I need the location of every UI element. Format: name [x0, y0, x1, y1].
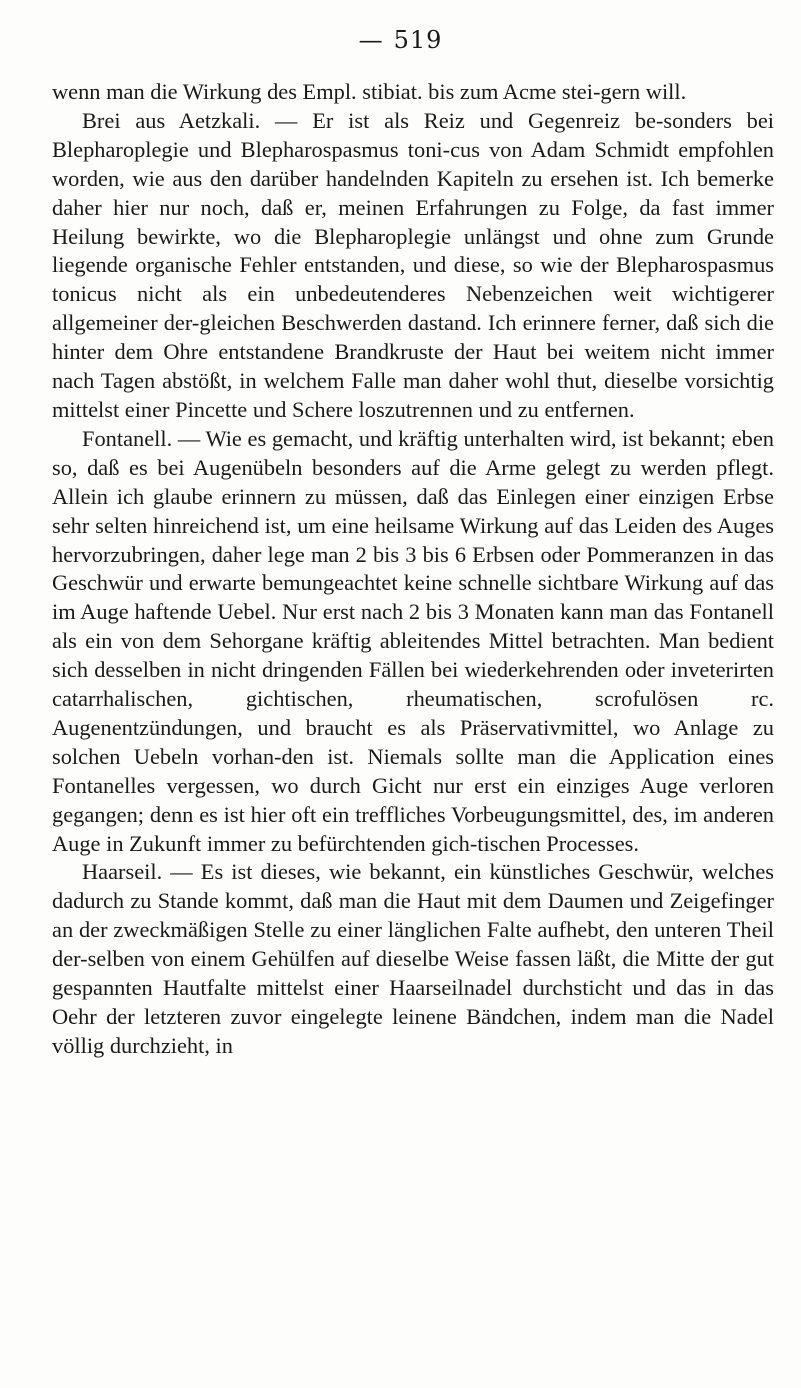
page-body: [52, 78, 774, 1061]
paragraph-continuation: wenn man die Wirkung des Empl. stibiat. bis zum Acme stei-gern will.: [52, 79, 687, 104]
paragraph-aetzkali: Brei aus Aetzkali. — Er ist als Reiz und Gegenreiz be-sonders bei Blepharoplegie und Blepharospasmus toni-cus von Adam Schmidt empfohlen worden, wie aus den darüber handelnden Kapiteln zu ersehen ist. Ich bemerke daher hier nur noch, daß er, meinen Erfahrungen zu Folge, da fast immer Heilung bewirkte, wo die Blepharoplegie unlängst und ohne zum Grunde liegende organische Fehler entstanden, und diese, so wie der Blepharospasmus tonicus nicht als ein unbedeutenderes Nebenzeichen weit wichtigerer allgemeiner der-gleichen Beschwerden dastand. Ich erinnere ferner, daß sich die hinter dem Ohre entstandene Brandkruste der Haut bei weitem nicht immer nach Tagen abstößt, in welchem Falle man daher wohl thut, dieselbe vorsichtig mittelst einer Pincette und Schere loszutrennen und zu entfernen.: [52, 107, 774, 422]
paragraph-haarseil: Haarseil. — Es ist dieses, wie bekannt, ein künstliches Geschwür, welches dadurch zu Stande kommt, daß man die Haut mit dem Daumen und Zeigefinger an der zweckmäßigen Stelle zu einer länglichen Falte aufhebt, den unteren Theil der-selben von einem Gehülfen auf dieselbe Weise fassen läßt, die Mitte der gut gespannten Hautfalte mittelst einer Haarseilnadel durchsticht und das in das Oehr der letzteren zuvor eingelegte leinene Bändchen, indem man die Nadel völlig durchzieht, in: [52, 859, 774, 1058]
paragraph-fontanell: Fontanell. — Wie es gemacht, und kräftig unterhalten wird, ist bekannt; eben so, daß es bei Augenübeln besonders auf die Arme gelegt zu werden pflegt. Allein ich glaube erinnern zu müssen, daß das Einlegen einer einzigen Erbse sehr selten hinreichend ist, um eine heilsame Wirkung auf das Leiden des Auges hervorzubringen, daher lege man 2 bis 3 bis 6 Erbsen oder Pommeranzen in das Geschwür und erwarte bemungeachtet keine schnelle sichtbare Wirkung auf das im Auge haftende Uebel. Nur erst nach 2 bis 3 Monaten kann man das Fontanell als ein von dem Sehorgane kräftig ableitendes Mittel betrachten. Man bedient sich desselben in nicht dringenden Fällen bei wiederkehrenden oder inveterirten catarrhalischen, gichtischen, rheumatischen, scrofulösen rc. Augenentzündungen, und braucht es als Präservativmittel, wo Anlage zu solchen Uebeln vorhan-den ist. Niemals sollte man die Application eines Fontanelles vergessen, wo durch Gicht nur erst ein einziges Auge verloren gegangen; denn es ist hier oft ein treffliches Vorbeugungsmittel, des, im anderen Auge in Zukunft immer zu befürchtenden gich-tischen Processes.: [52, 425, 774, 856]
page-number: 519: [393, 26, 443, 54]
header-dash: —: [358, 26, 384, 54]
page-header: [0, 26, 801, 54]
